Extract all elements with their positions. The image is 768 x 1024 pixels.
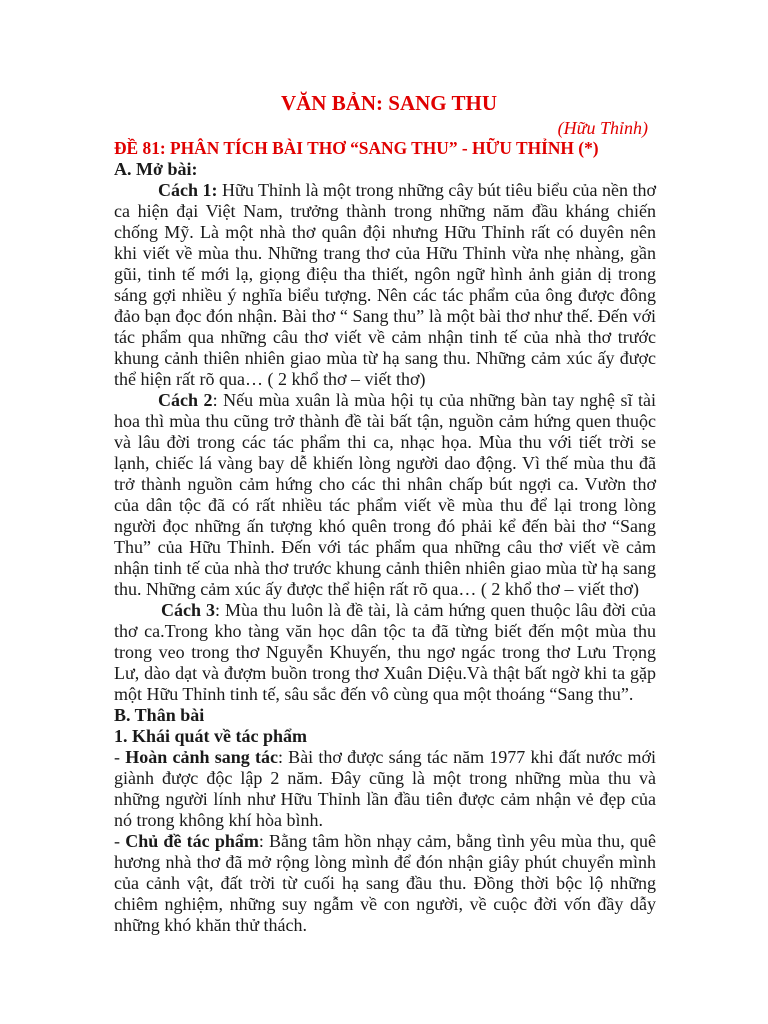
- intro-paragraph-2: [114, 390, 656, 600]
- section-1-item-1: [114, 747, 656, 831]
- intro-paragraph-1: [114, 180, 656, 390]
- section-1-item-2: [114, 831, 656, 936]
- author-name: (Hữu Thỉnh): [557, 118, 648, 138]
- item-text-1: : Bài thơ được sáng tác năm 1977 khi đất nước mới giành được độc lập 2 năm. Đây cũng là một trong những mùa thu và những người lính như Hữu Thỉnh lần đầu tiên được cảm nhận vẻ đẹp của nó trong không khí hòa bình.: [114, 747, 656, 830]
- item-label-1: Hoàn cảnh sang tác: [125, 747, 278, 767]
- document-title: VĂN BẢN: SANG THU: [280, 91, 498, 115]
- intro-text-1: Hữu Thỉnh là một trong những cây bút tiêu biểu của nền thơ ca hiện đại Việt Nam, trưởng thành trong những năm đầu kháng chiến chống Mỹ. Là một nhà thơ quân đội nhưng Hữu Thỉnh rất có duyên nên khi viết về mùa thu. Những trang thơ của Hữu Thỉnh vừa nhẹ nhàng, gần gũi, tinh tế mới lạ, giọng điệu tha thiết, ngôn ngữ hình ảnh giản dị trong sáng gợi nhiều ý nghĩa biểu tượng. Nên các tác phẩm của ông được đông đảo bạn đọc đón nhận. Bài thơ “ Sang thu” là một bài thơ như thế. Đến với tác phẩm qua những câu thơ viết về cảm nhận tinh tế của nhà thơ trước khung cảnh thiên nhiên giao mùa từ hạ sang thu. Những cảm xúc ấy được thể hiện rất rõ qua… ( 2 khổ thơ – viết thơ): [114, 180, 656, 389]
- document-body: [114, 88, 656, 936]
- intro-label-2: Cách 2: [158, 390, 213, 410]
- intro-heading: A. Mở bài:: [114, 159, 198, 179]
- item-text-2: : Bằng tâm hồn nhạy cảm, bằng tình yêu mùa thu, quê hương nhà thơ đã mở rộng lòng mình để đón nhận giây phút chuyển mình của cảnh vật, đất trời từ cuối hạ sang đầu thu. Đồng thời bộc lộ những chiêm nghiệm, những suy ngẫm về con người, về cuộc đời vốn đầy dẫy những khó khăn thử thách.: [114, 831, 656, 935]
- section-1-heading: 1. Khái quát về tác phẩm: [114, 726, 308, 746]
- intro-label-1: Cách 1:: [158, 180, 218, 200]
- intro-text-2: : Nếu mùa xuân là mùa hội tụ của những bàn tay nghệ sĩ tài hoa thì mùa thu cũng trở thành đề tài bất tận, nguồn cảm hứng quen thuộc và lâu đời trong các tác phẩm thi ca, nhạc họa. Mùa thu với tiết trời se lạnh, chiếc lá vàng bay dễ khiến lòng người dao động. Vì thế mùa thu đã trở thành nguồn cảm hứng cho các thi nhân chấp bút ngợi ca. Vườn thơ của dân tộc đã có rất nhiều tác phẩm viết về mùa thu để lại trong lòng người đọc những ấn tượng khó quên trong đó phải kể đến bài thơ “Sang Thu” của Hữu Thỉnh. Đến với tác phẩm qua những câu thơ viết về cảm nhận tinh tế của nhà thơ trước khung cảnh thiên nhiên giao mùa từ hạ sang thu. Những cảm xúc ấy được thể hiện rất rõ qua… ( 2 khổ thơ – viết thơ): [114, 390, 657, 599]
- item-prefix-2: -: [114, 831, 126, 851]
- exercise-title: ĐỀ 81: PHÂN TÍCH BÀI THƠ “SANG THU” - HỮU THỈNH (*): [114, 138, 599, 158]
- intro-paragraph-3: [114, 600, 656, 705]
- item-prefix-1: -: [114, 747, 126, 767]
- intro-label-3: Cách 3: [161, 600, 216, 620]
- item-label-2: Chủ đề tác phẩm: [125, 831, 259, 851]
- intro-text-3: : Mùa thu luôn là đề tài, là cảm hứng quen thuộc lâu đời của thơ ca.Trong kho tàng văn học dân tộc ta đã từng biết đến một mùa thu trong veo trong thơ Nguyễn Khuyến, thu ngơ ngác trong thơ Lưu Trọng Lư, dào dạt và đượm buồn trong thơ Xuân Diệu.Và thật bất ngờ khi ta gặp một Hữu Thỉnh tinh tế, sâu sắc đến vô cùng qua một thoáng “Sang thu”.: [114, 600, 656, 704]
- body-heading: B. Thân bài: [114, 705, 205, 725]
